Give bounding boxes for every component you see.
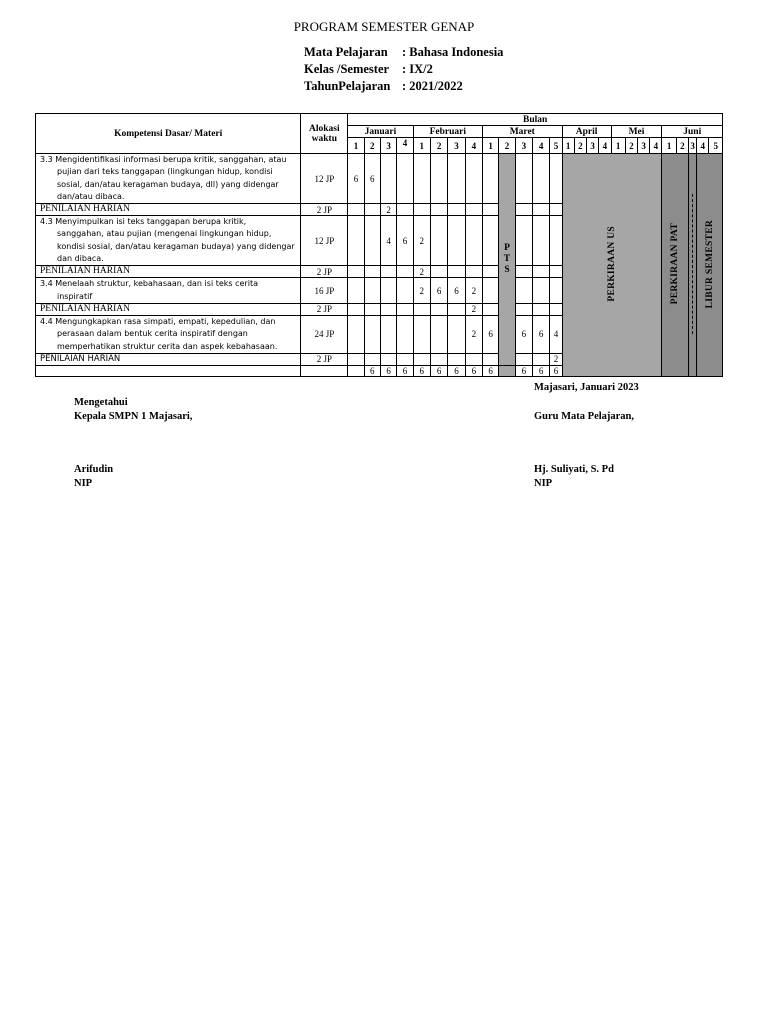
meta-label: Kelas /Semester — [304, 62, 390, 76]
alokasi-cell: 2 JP — [301, 353, 348, 365]
perkiraan-pat-label: PERKIRAAN PAT — [670, 223, 681, 305]
week-cell — [430, 204, 447, 216]
month-februari: Februari — [413, 126, 482, 138]
materi-rest: perasaan dalam bentuk cerita inspiratif dengan memperhatikan struktur cerita dan aspek kebahasaan. — [57, 329, 278, 351]
meta-row-year — [304, 78, 503, 95]
libur-semester-block — [697, 154, 723, 377]
perkiraan-us-block — [562, 154, 662, 377]
week-cell — [532, 303, 549, 315]
week-header: 2 — [676, 138, 688, 154]
week-cell — [348, 204, 364, 216]
week-cell — [364, 353, 380, 365]
week-cell — [430, 266, 447, 278]
week-cell — [532, 154, 549, 204]
total-cell: 6 — [482, 365, 498, 376]
week-header: 1 — [611, 138, 625, 154]
week-header: 4 — [599, 138, 611, 154]
total-cell: 6 — [532, 365, 549, 376]
materi-cell: PENILAIAN HARIAN — [36, 204, 301, 216]
alokasi-cell: 2 JP — [301, 303, 348, 315]
header-alokasi: Alokasi waktu — [301, 114, 348, 154]
materi-cell: PENILAIAN HARIAN — [36, 303, 301, 315]
total-cell: 6 — [430, 365, 447, 376]
week-header: 3 — [515, 138, 532, 154]
week-cell — [380, 315, 396, 353]
week-cell — [397, 315, 413, 353]
week-cell — [448, 154, 465, 204]
signature-left-nip: NIP — [74, 478, 93, 489]
total-cell — [348, 365, 364, 376]
total-cell: 6 — [515, 365, 532, 376]
week-cell — [380, 278, 396, 304]
week-header: 2 — [625, 138, 637, 154]
week-cell — [532, 353, 549, 365]
signature-left-line2: Kepala SMPN 1 Majasari, — [74, 411, 193, 422]
week-cell — [532, 266, 549, 278]
week-cell: 6 — [448, 278, 465, 304]
week-cell — [515, 353, 532, 365]
week-cell — [397, 266, 413, 278]
month-april: April — [562, 126, 611, 138]
week-cell — [364, 303, 380, 315]
week-cell — [448, 315, 465, 353]
libur-semester-label: LIBUR SEMESTER — [704, 219, 715, 309]
materi-cell — [36, 278, 301, 304]
week-cell — [550, 216, 562, 266]
total-cell: 6 — [364, 365, 380, 376]
week-cell — [465, 216, 482, 266]
week-cell — [397, 204, 413, 216]
meta-value: : 2021/2022 — [402, 79, 463, 93]
week-cell: 6 — [482, 315, 498, 353]
alokasi-cell: 16 JP — [301, 278, 348, 304]
week-cell — [348, 266, 364, 278]
total-cell: 6 — [465, 365, 482, 376]
week-cell — [448, 266, 465, 278]
divider-column — [689, 154, 697, 377]
meta-label: Mata Pelajaran — [304, 45, 388, 59]
week-cell — [430, 154, 447, 204]
week-cell — [380, 353, 396, 365]
signature-left-name: Arifudin — [74, 464, 114, 475]
week-cell: 6 — [430, 278, 447, 304]
week-cell — [465, 204, 482, 216]
week-cell — [430, 353, 447, 365]
signature-right-nip: NIP — [534, 478, 553, 489]
week-cell — [515, 303, 532, 315]
materi-cell: PENILAIAN HARIAN — [36, 266, 301, 278]
signature-right-name: Hj. Suliyati, S. Pd — [534, 464, 614, 475]
total-cell — [499, 365, 515, 376]
week-cell — [430, 303, 447, 315]
week-cell — [482, 303, 498, 315]
materi-rest: sanggahan, atau pujian (mengenai lingkungan hidup, kondisi sosial, dan/atau keragaman budaya) yang didengar dan dibaca. — [57, 229, 295, 264]
week-cell: 2 — [413, 278, 430, 304]
signature-date: Majasari, Januari 2023 — [534, 382, 639, 393]
week-cell — [532, 204, 549, 216]
week-cell — [380, 154, 396, 204]
week-header: 3 — [587, 138, 599, 154]
pts-column — [499, 154, 515, 366]
week-header: 2 — [574, 138, 586, 154]
materi-rest: pujian dari teks tanggapan (lingkungan hidup, kondisi sosial, dan/atau keragaman budaya, dll) yang didengar dan/atau dibaca. — [57, 167, 279, 201]
week-header: 5 — [550, 138, 562, 154]
month-januari: Januari — [348, 126, 413, 138]
week-header: 3 — [638, 138, 650, 154]
week-cell: 2 — [413, 266, 430, 278]
week-cell — [482, 154, 498, 204]
week-header: 3 — [448, 138, 465, 154]
week-cell — [482, 278, 498, 304]
materi-cell — [36, 154, 301, 204]
pts-letter: T — [503, 253, 511, 264]
week-cell — [482, 266, 498, 278]
week-cell — [348, 315, 364, 353]
week-cell — [515, 204, 532, 216]
week-header: 3 — [689, 138, 697, 154]
week-header: 4 — [532, 138, 549, 154]
meta-value: : Bahasa Indonesia — [402, 45, 504, 59]
week-cell — [413, 303, 430, 315]
materi-first-line: 3.4 Menelaah struktur, kebahasaan, dan isi teks cerita — [40, 279, 258, 289]
week-cell — [364, 266, 380, 278]
pts-letter: P — [504, 242, 510, 253]
meta-row-class — [304, 61, 503, 78]
materi-first-line: 4.4 Mengungkapkan rasa simpati, empati, kepedulian, dan — [40, 316, 276, 326]
document-meta — [304, 44, 503, 95]
week-cell — [482, 204, 498, 216]
alokasi-cell: 12 JP — [301, 216, 348, 266]
week-cell — [448, 204, 465, 216]
week-header: 5 — [709, 138, 723, 154]
total-cell: 6 — [550, 365, 562, 376]
week-cell — [413, 315, 430, 353]
week-cell — [532, 278, 549, 304]
week-cell: 2 — [380, 204, 396, 216]
week-cell — [448, 303, 465, 315]
signature-left-line1: Mengetahui — [74, 397, 128, 408]
week-header: 4 — [465, 138, 482, 154]
week-cell — [348, 216, 364, 266]
materi-first-line: 3.3 Mengidentifikasi informasi berupa kritik, sanggahan, atau — [40, 155, 287, 164]
week-cell — [380, 266, 396, 278]
header-kompetensi: Kompetensi Dasar/ Materi — [36, 114, 301, 154]
week-header: 4 — [697, 138, 709, 154]
week-cell — [550, 266, 562, 278]
week-cell — [364, 315, 380, 353]
dashed-divider — [692, 194, 693, 334]
week-cell — [448, 216, 465, 266]
week-header: 4 — [397, 138, 413, 154]
materi-cell — [36, 216, 301, 266]
week-cell — [430, 315, 447, 353]
total-cell: 6 — [448, 365, 465, 376]
materi-cell — [36, 315, 301, 353]
week-cell — [465, 154, 482, 204]
week-cell — [364, 216, 380, 266]
week-cell: 6 — [532, 315, 549, 353]
week-cell — [413, 204, 430, 216]
pts-letter: S — [504, 264, 510, 275]
meta-label: TahunPelajaran — [304, 79, 391, 93]
program-semester-table — [35, 113, 723, 377]
week-header: 1 — [348, 138, 364, 154]
week-cell — [413, 154, 430, 204]
week-cell — [515, 266, 532, 278]
month-juni: Juni — [662, 126, 723, 138]
total-cell: 6 — [397, 365, 413, 376]
total-cell: 6 — [380, 365, 396, 376]
week-cell — [364, 278, 380, 304]
materi-first-line: 4.3 Menyimpulkan isi teks tanggapan berupa kritik, — [40, 217, 247, 227]
totals-label-cell — [36, 365, 301, 376]
week-cell — [550, 204, 562, 216]
week-cell — [348, 303, 364, 315]
materi-rest: inspiratif — [57, 291, 93, 301]
week-cell — [515, 216, 532, 266]
header-bulan: Bulan — [348, 114, 723, 126]
week-cell — [482, 216, 498, 266]
week-cell: 2 — [413, 216, 430, 266]
week-cell: 2 — [550, 353, 562, 365]
week-cell — [515, 154, 532, 204]
meta-row-subject — [304, 44, 503, 61]
week-cell — [397, 154, 413, 204]
week-cell — [465, 266, 482, 278]
alokasi-cell: 12 JP — [301, 154, 348, 204]
week-cell — [532, 216, 549, 266]
week-cell — [448, 353, 465, 365]
week-header: 1 — [482, 138, 498, 154]
week-cell — [364, 204, 380, 216]
week-header: 2 — [430, 138, 447, 154]
week-header: 3 — [380, 138, 396, 154]
week-cell: 2 — [465, 303, 482, 315]
week-cell: 6 — [348, 154, 364, 204]
alokasi-cell: 24 JP — [301, 315, 348, 353]
totals-alokasi-cell — [301, 365, 348, 376]
week-cell — [482, 353, 498, 365]
week-cell — [348, 353, 364, 365]
total-cell: 6 — [413, 365, 430, 376]
meta-value: : IX/2 — [402, 62, 433, 76]
week-cell — [397, 303, 413, 315]
week-cell: 6 — [364, 154, 380, 204]
week-cell: 4 — [380, 216, 396, 266]
signature-right-line2: Guru Mata Pelajaran, — [534, 411, 635, 422]
week-cell — [550, 278, 562, 304]
week-cell — [380, 303, 396, 315]
week-header: 2 — [499, 138, 515, 154]
week-cell — [465, 353, 482, 365]
week-cell: 6 — [515, 315, 532, 353]
week-header: 1 — [562, 138, 574, 154]
materi-cell: PENILAIAN HARIAN — [36, 353, 301, 365]
week-cell: 6 — [397, 216, 413, 266]
week-cell — [430, 216, 447, 266]
week-cell — [413, 353, 430, 365]
perkiraan-pat-block — [662, 154, 689, 377]
week-cell: 2 — [465, 278, 482, 304]
page-title: PROGRAM SEMESTER GENAP — [293, 19, 475, 34]
week-cell — [550, 303, 562, 315]
alokasi-cell: 2 JP — [301, 204, 348, 216]
week-cell — [515, 278, 532, 304]
week-cell — [397, 353, 413, 365]
month-mei: Mei — [611, 126, 662, 138]
week-cell: 2 — [465, 315, 482, 353]
week-header: 4 — [650, 138, 662, 154]
perkiraan-us-label: PERKIRAAN US — [607, 226, 618, 302]
week-header: 1 — [413, 138, 430, 154]
month-maret: Maret — [482, 126, 562, 138]
alokasi-cell: 2 JP — [301, 266, 348, 278]
week-cell — [348, 278, 364, 304]
week-header: 1 — [662, 138, 676, 154]
week-header: 2 — [364, 138, 380, 154]
week-cell — [550, 154, 562, 204]
week-cell: 4 — [550, 315, 562, 353]
week-cell — [397, 278, 413, 304]
